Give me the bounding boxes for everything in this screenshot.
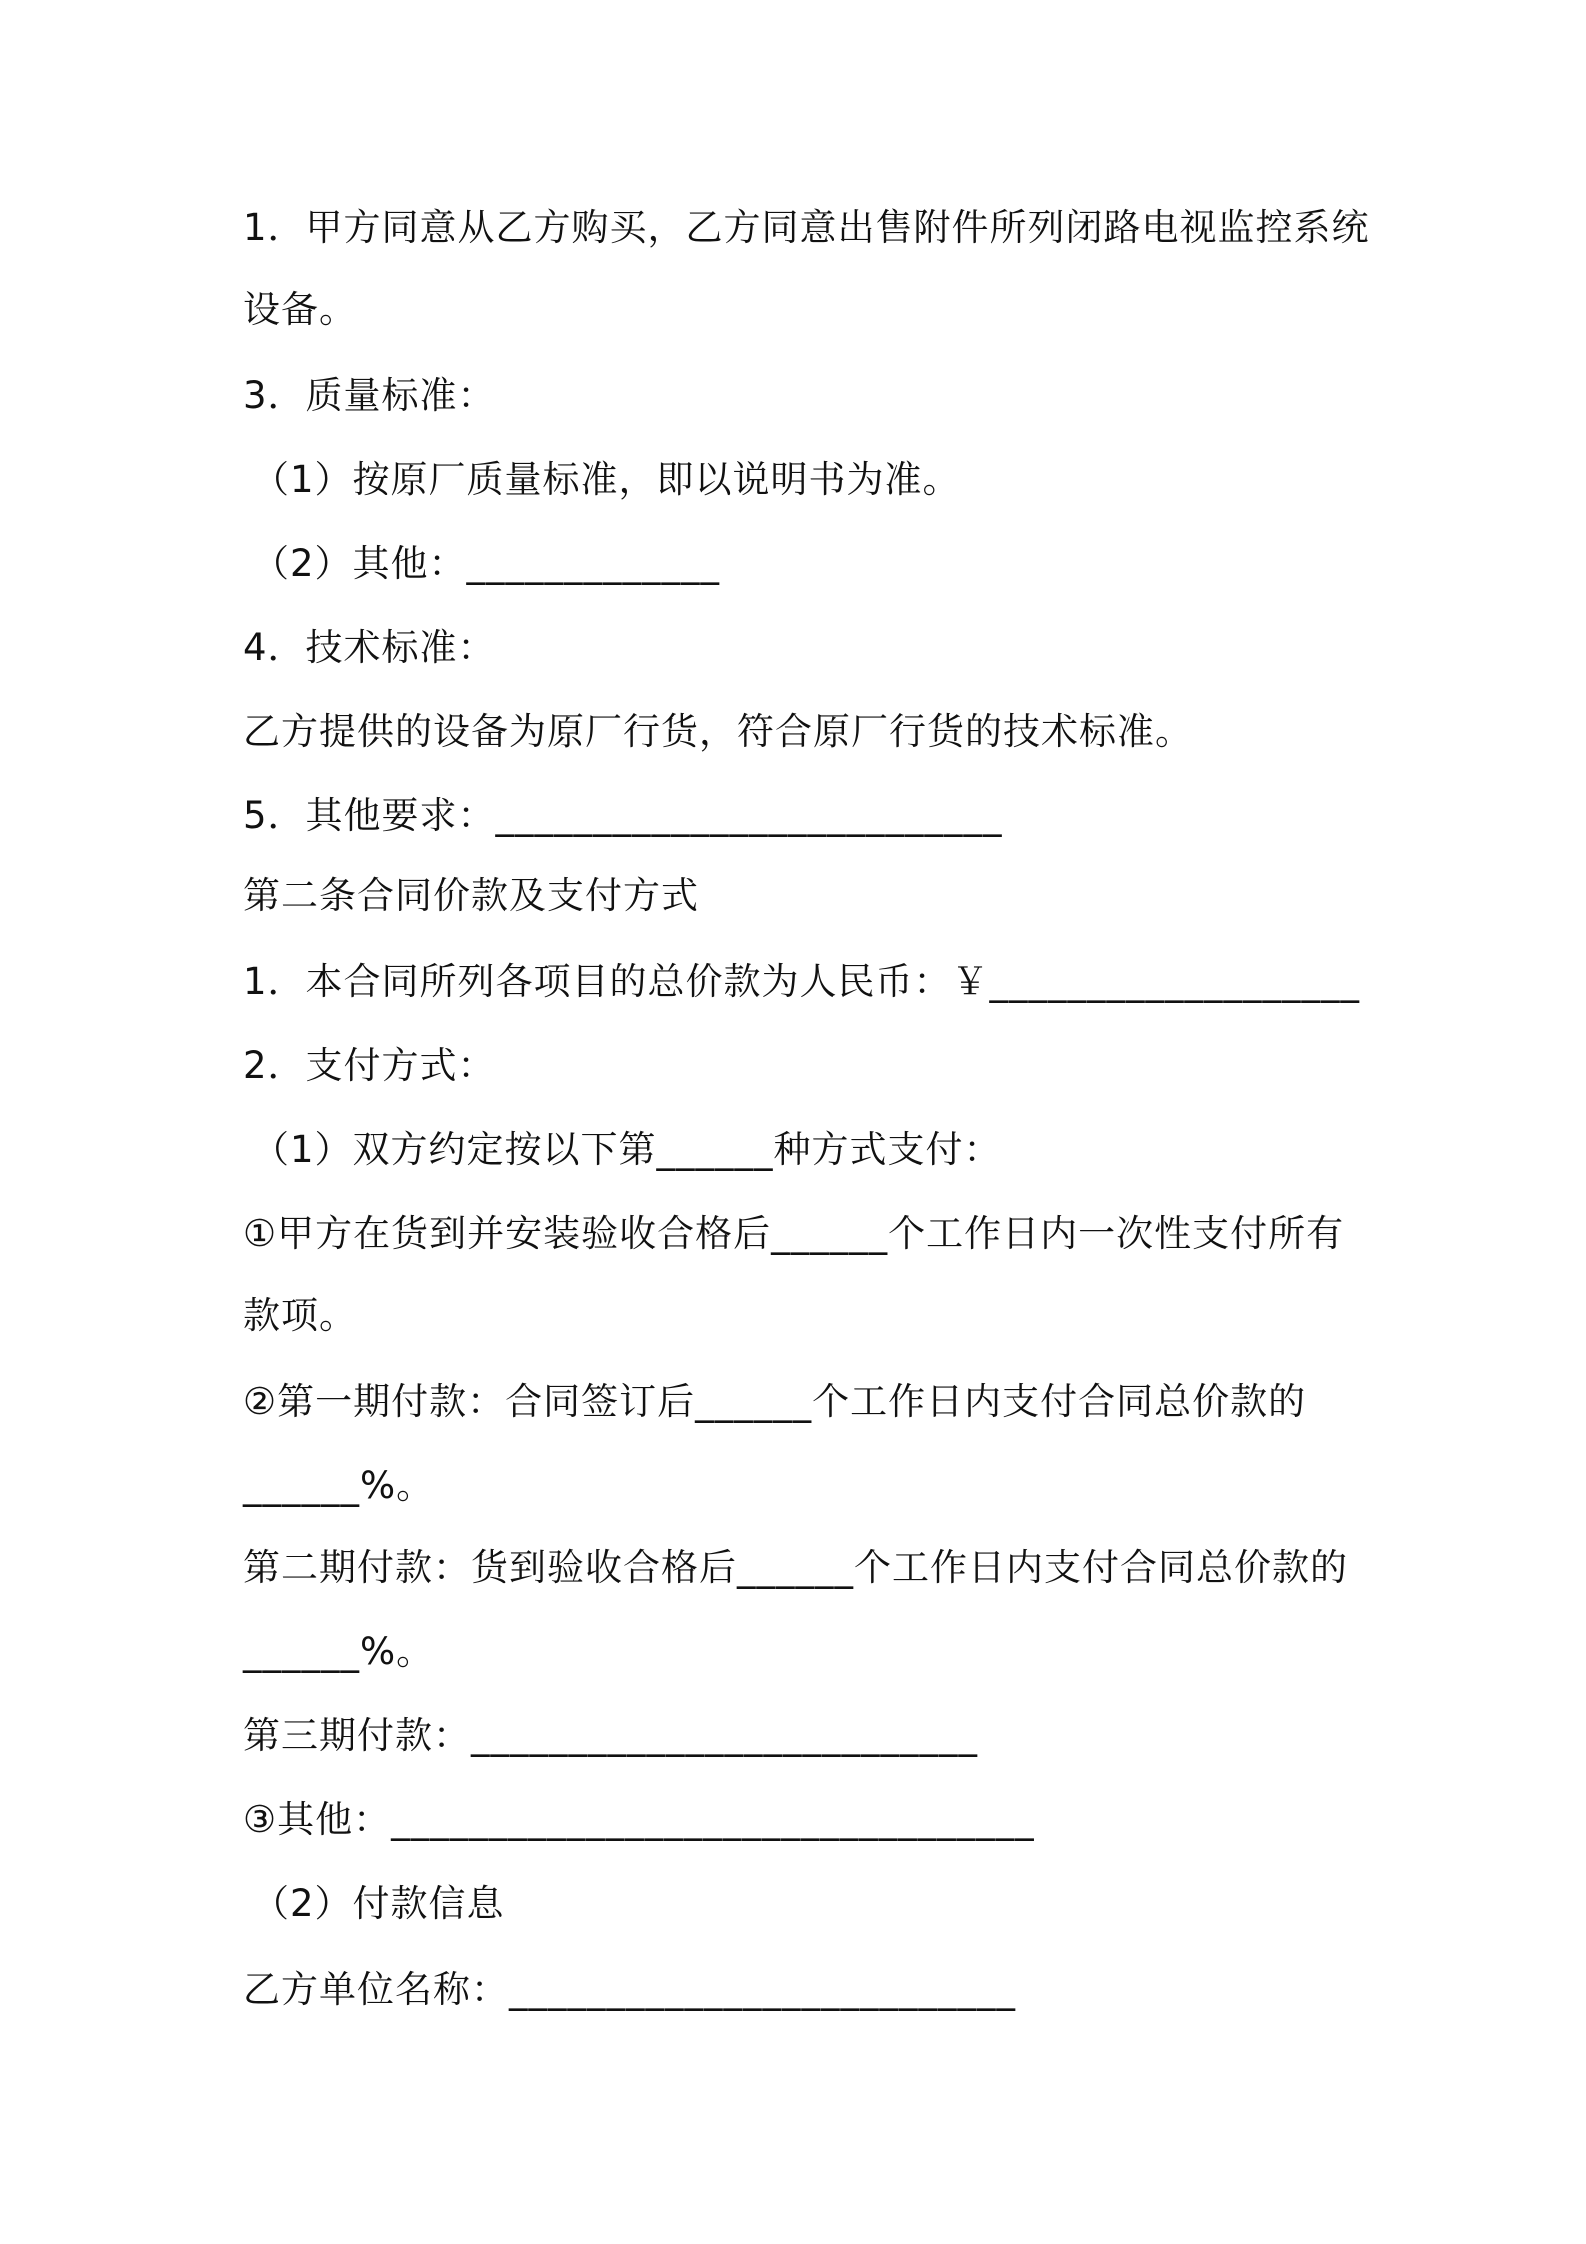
payment-option-2-line-2: ______%。 <box>243 1464 435 1507</box>
clause-1-line-1: 1．甲方同意从乙方购买，乙方同意出售附件所列闭路电视监控系统 <box>243 206 1370 249</box>
second-installment-line-1: 第二期付款：货到验收合格后______个工作日内支付合同总价款的 <box>243 1546 1348 1589</box>
quality-standard-heading: 3．质量标准： <box>243 374 496 417</box>
payment-info-heading: （2）付款信息 <box>252 1882 505 1925</box>
payment-option-1-line-2: 款项。 <box>243 1294 357 1337</box>
technical-standard-text: 乙方提供的设备为原厂行货，符合原厂行货的技术标准。 <box>243 710 1193 753</box>
second-installment-line-2: ______%。 <box>243 1630 435 1673</box>
clause-1-line-2: 设备。 <box>243 288 357 331</box>
payment-option-2-line-1: ②第一期付款：合同签订后______个工作日内支付合同总价款的 <box>243 1380 1307 1423</box>
technical-standard-heading: 4．技术标准： <box>243 626 496 669</box>
article-2-heading: 第二条合同价款及支付方式 <box>243 874 699 917</box>
total-price-line: 1．本合同所列各项目的总价款为人民币：￥___________________ <box>243 960 1361 1003</box>
other-requirements-line: 5．其他要求：__________________________ <box>243 794 1003 837</box>
payment-option-3-line: ③其他：_________________________________ <box>243 1798 1035 1841</box>
payment-option-1-line-1: ①甲方在货到并安装验收合格后______个工作日内一次性支付所有 <box>243 1212 1345 1255</box>
payment-method-heading: 2．支付方式： <box>243 1044 496 1087</box>
quality-standard-item-1: （1）按原厂质量标准，即以说明书为准。 <box>252 458 961 501</box>
payment-method-choice: （1）双方约定按以下第______种方式支付： <box>252 1128 1002 1171</box>
party-b-company-name-line: 乙方单位名称：__________________________ <box>243 1968 1016 2011</box>
quality-standard-item-2: （2）其他：_____________ <box>252 542 721 585</box>
third-installment-line: 第三期付款：__________________________ <box>243 1714 978 1757</box>
